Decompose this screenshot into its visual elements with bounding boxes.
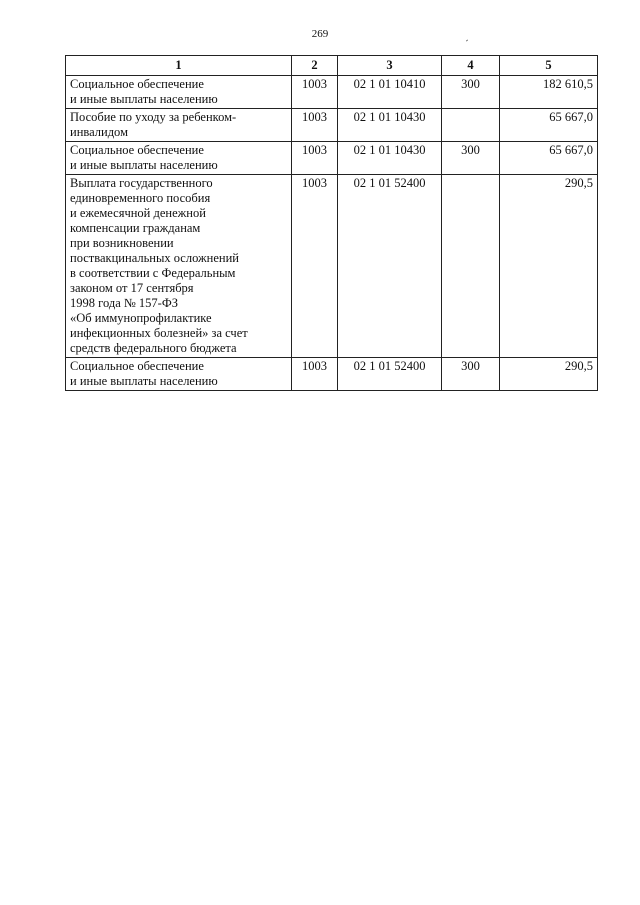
section-code: 1003 (292, 109, 338, 142)
target-code: 02 1 01 10430 (338, 142, 442, 175)
table-row (66, 175, 598, 358)
amount: 290,5 (500, 358, 598, 391)
expense-kind-code (442, 109, 500, 142)
target-code: 02 1 01 10430 (338, 109, 442, 142)
expense-kind-code: 300 (442, 142, 500, 175)
expense-kind-code: 300 (442, 358, 500, 391)
expense-name: Социальное обеспечение и иные выплаты населению (66, 358, 292, 391)
page-number: 269 (311, 28, 329, 40)
expense-kind-code (442, 175, 500, 358)
scan-speck (466, 39, 468, 41)
target-code: 02 1 01 52400 (338, 358, 442, 391)
table-row (66, 358, 598, 391)
expense-name: Социальное обеспечение и иные выплаты населению (66, 76, 292, 109)
amount: 65 667,0 (500, 109, 598, 142)
expense-name: Пособие по уходу за ребенком- инвалидом (66, 109, 292, 142)
section-code: 1003 (292, 76, 338, 109)
table-header-row (66, 56, 598, 76)
table-row (66, 76, 598, 109)
table-row (66, 142, 598, 175)
section-code: 1003 (292, 142, 338, 175)
section-code: 1003 (292, 175, 338, 358)
table-row (66, 109, 598, 142)
budget-table (65, 55, 598, 391)
column-header: 5 (500, 56, 598, 76)
amount: 290,5 (500, 175, 598, 358)
section-code: 1003 (292, 358, 338, 391)
column-header: 4 (442, 56, 500, 76)
expense-name: Выплата государственного единовременного пособия и ежемесячной денежной компенсации гражданам при возникновении поствакцинальных осложнений в соответствии с Федеральным законом от 17 сентября 1998 года № 157-ФЗ «Об иммунопрофилактике инфекционных болезней» за счет средств федерального бюджета (66, 175, 292, 358)
expense-kind-code: 300 (442, 76, 500, 109)
column-header: 2 (292, 56, 338, 76)
column-header: 3 (338, 56, 442, 76)
amount: 65 667,0 (500, 142, 598, 175)
column-header: 1 (66, 56, 292, 76)
expense-name: Социальное обеспечение и иные выплаты населению (66, 142, 292, 175)
target-code: 02 1 01 52400 (338, 175, 442, 358)
amount: 182 610,5 (500, 76, 598, 109)
target-code: 02 1 01 10410 (338, 76, 442, 109)
